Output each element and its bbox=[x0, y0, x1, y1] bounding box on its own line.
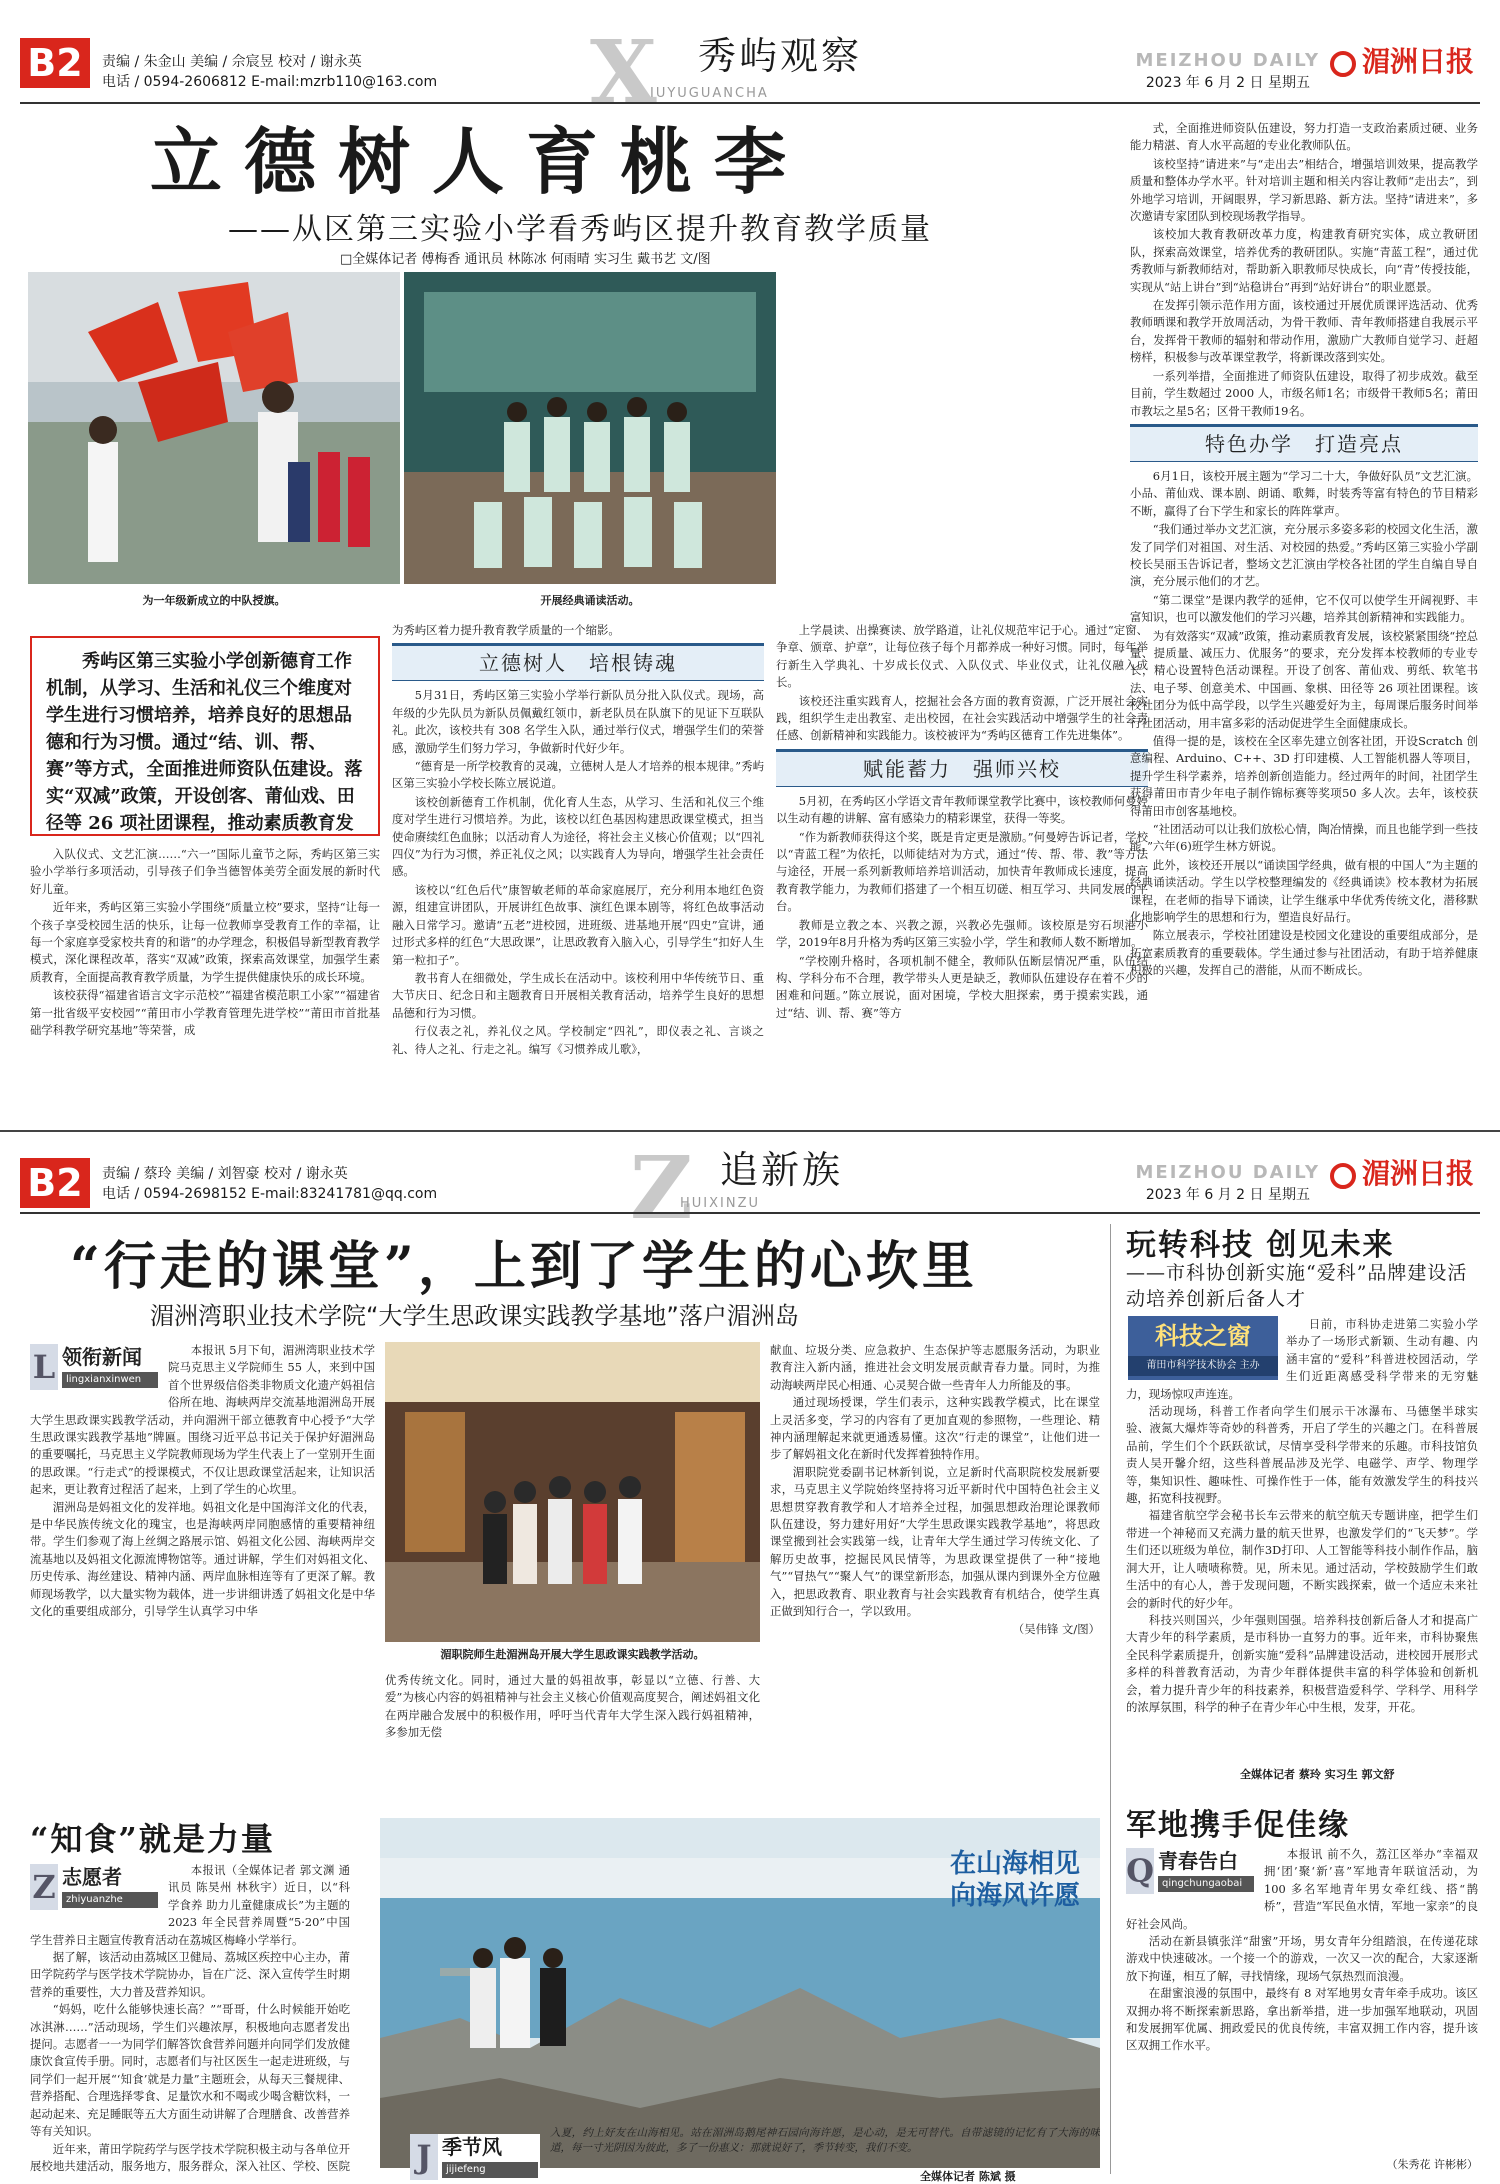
page-number: B2 bbox=[20, 38, 90, 88]
romance-credit: （朱秀花 许彬彬） bbox=[1386, 2158, 1478, 2171]
paragraph: 优秀传统文化。同时，通过大量的妈祖故事，彰显以“立德、行善、大爱”为核心内容的妈祖精神与社会主义核心价值观高度契合，阐述妈祖文化在两岸融合发展中的积极作用，呼吁当代青年大学生深入践行妈祖精神，多参加无偿 bbox=[385, 1673, 760, 1740]
tag-name: 志愿者 bbox=[62, 1865, 122, 1889]
romance-headline: 军地携手促佳缘 bbox=[1126, 1808, 1350, 1843]
logo-emblem-icon bbox=[1330, 1163, 1356, 1189]
tag-pinyin: jijiefeng bbox=[442, 2162, 538, 2178]
photo-classic-reading bbox=[404, 272, 776, 584]
paragraph: 湄职院党委副书记林新钊说，立足新时代高职院校发展新要求，马克思主义学院始终坚持将习近平新时代中国特色社会主义思想贯穿教育教学和人才培养全过程，加强思想政治理论课教师队伍建设，努力建好用好“大学生思政课实践教学基地”，将思政课堂搬到社会实践第一线，让青年大学生通过学习传统文化、了解历史故事，挖掘民风民情等，为思政课堂提供了一种“接地气”“冒热气”“聚人气”的课堂新形态，加强从课内到课外全方位融入，把思政教育、职业教育与社会实践教育有机结合，使学生真正做到知行合一，学以致用。 bbox=[770, 1464, 1100, 1619]
staff-line: 责编 / 蔡玲 美编 / 刘智豪 校对 / 谢永英 bbox=[102, 1166, 348, 1182]
paragraph: 为有效落实“双减”政策，推动素质教育发展，该校紧紧围绕“控总量、提质量、减压力、优服务”的要求，充分发挥本校教师的专业专长，精心设置特色活动课程。开设了创客、莆仙戏、剪纸、软笔书法、电子琴、创意美术、中国画、象棋、田径等 26 项社团课程。该校社团分为低中高学段，以学生兴趣爱好为主，每周课后服务时间举行社团活动，用丰富多彩的活动促进学生全面健康成长。 bbox=[1130, 628, 1478, 730]
lead-article-col1 bbox=[30, 1342, 375, 1810]
lead-headline: “行走的课堂”，上到了学生的心坎里 bbox=[70, 1236, 978, 1297]
masthead-english: MEIZHOU DAILY bbox=[1135, 50, 1320, 71]
exhibition-hall-illustration bbox=[385, 1342, 760, 1642]
issue-date: 2023 年 6 月 2 日 星期五 bbox=[1145, 75, 1310, 91]
logo-emblem-icon bbox=[1330, 51, 1356, 77]
photo-essay-caption bbox=[550, 2126, 1100, 2184]
section-title: 秀屿观察 bbox=[698, 34, 863, 78]
staff-line: 责编 / 朱金山 美编 / 佘宸昱 校对 / 谢永英 bbox=[102, 54, 362, 70]
column-divider bbox=[1110, 1224, 1111, 2174]
contact-line: 电话 / 0594-2606812 E-mail:mzrb110@163.com bbox=[102, 74, 438, 90]
tag-name: 青春告白 bbox=[1158, 1849, 1238, 1873]
article-column-1 bbox=[30, 846, 380, 1098]
column-tag-lead-news bbox=[30, 1344, 160, 1392]
staff-credits bbox=[102, 52, 437, 92]
paragraph: 近年来，秀屿区第三实验小学围绕“质量立校”要求，坚持“让每一个孩子享受校园生活的快乐，让每一位教师享受教育工作的幸福，让每一个家庭享受家校共育的和谐”的办学理念，积极倡导新型教育教学模式，深化课程改革，落实“双减”政策，探索高效课堂，加强学生素质教育，全面提高教育教学质量，为学生提供健康快乐的成长环境。 bbox=[30, 900, 380, 984]
section-pinyin: IUYUGUANCHA bbox=[650, 86, 769, 101]
paragraph: 据了解，该活动由荔城区卫健局、荔城区疾控中心主办，莆田学院药学与医学技术学院协办，旨在广泛、深入宣传学生时期营养的重要性，大力普及营养知识。 bbox=[30, 1950, 350, 1999]
paragraph: 该校获得“福建省语言文字示范校”“福建省模范职工小家”“福建省第一批省级平安校园”“莆田市小学教育管理先进学校”“莆田市首批基础学科教学研究基地”等荣誉，成 bbox=[30, 988, 380, 1038]
tech-subhead: ——市科协创新实施“爱科”品牌建设活动培养创新后备人才 bbox=[1126, 1262, 1468, 1310]
paragraph: 上学晨读、出操赛读、放学路道，让礼仪规范牢记于心。通过“定窗、争章、颁章、护章”，让每位孩子每个月都养成一种好习惯。同时，每年举行新生入学典礼、十岁成长仪式、入队仪式、毕业仪式，让礼仪融入成长。 bbox=[776, 623, 1148, 690]
paragraph: 行仪表之礼，养礼仪之风。学校制定“四礼”，即仪表之礼、言谈之礼、待人之礼、行走之礼。编写《习惯养成儿歌》， bbox=[392, 1024, 764, 1056]
paragraph: 活动现场，科普工作者向学生们展示干冰瀑布、马德堡半球实验、液氮大爆炸等奇妙的科普秀，开启了学生的兴趣之门。在科普展品前，学生们个个跃跃欲试，尽情享受科学带来的乐趣。市科技馆负责人吴开馨介绍，这些科普展品涉及光学、电磁学、声学、物理学等，集知识性、趣味性、可操作性于一体，能有效激发学生的科技兴趣，拓宽科技视野。 bbox=[1126, 1404, 1478, 1506]
main-subhead: ——从区第三实验小学看秀屿区提升教育教学质量 bbox=[228, 212, 932, 247]
paragraph: 该校创新德育工作机制，优化育人生态，从学习、生活和礼仪三个维度对学生进行习惯培养。为此，该校以红色基因构建思政课堂模式，担当使命赓续红色血脉；以活动育人为途径，将社会主义核心价值观；以“四礼四仪”为行为习惯，养正礼仪之风；以实践育人为导向，增强学生社会责任感。 bbox=[392, 794, 764, 879]
paragraph: “作为新教师获得这个奖，既是肯定更是激励。”何曼婷告诉记者，学校以“青蓝工程”为依托，以师徒结对为方式，通过“传、帮、带、教”等方法与途径，开展一系列新教师培养培训活动，加快青年教师成长速度，提高教育教学能力，为教师们搭建了一个相互切磋、相互学习、共同发展的平台。 bbox=[776, 829, 1148, 914]
column-lead: 为秀屿区着力提升教育教学质量的一个缩影。 bbox=[392, 623, 620, 637]
paragraph: 入队仪式、文艺汇演……“六一”国际儿童节之际，秀屿区第三实验小学举行多项活动，引导孩子们争当德智体美劳全面发展的新时代好儿童。 bbox=[30, 847, 380, 896]
paragraph: 在发挥引领示范作用方面，该校通过开展优质课评选活动、优秀教师晒课和教学开放周活动，为骨干教师、青年教师搭建自我展示平台，发挥骨干教师的辐射和带动作用，激励广大教师自觉学习、赶超榜样，积极参与改革课堂教学，将新课改落到实处。 bbox=[1130, 298, 1478, 365]
subsection-heading-b: 赋能蓄力 强师兴校 bbox=[776, 749, 1148, 787]
float-spacer bbox=[1126, 1316, 1286, 1384]
header-rule bbox=[20, 102, 1480, 104]
lead-subhead: 湄洲湾职业技术学院“大学生思政课实践教学基地”落户湄洲岛 bbox=[150, 1302, 799, 1330]
paragraph: 福建省航空学会秘书长车云带来的航空航天专题讲座，把学生们带进一个神秘而又充满力量的航天世界，也激发学们的“飞天梦”。学生们还以班级为单位，制作3D打印、人工智能等科技小制作作品，脑洞大开，让人啧啧称赞。见，所未见。通过活动，学校鼓励学生们敢生活中的有心人，善于发现问题，不断实践探索，做一个适应未来社会的新时代的好少年。 bbox=[1126, 1508, 1478, 1610]
stage-reading-illustration bbox=[404, 272, 776, 584]
tag-name: 领衔新闻 bbox=[62, 1345, 142, 1369]
paragraph: 本报讯 5月下旬，湄洲湾职业技术学院马克思主义学院师生 55 人，来到中国首个世界级信俗类非物质文化遗产妈祖信俗所在地、海峡两岸交流基地湄洲岛开展大学生思政课实践教学活动，并向湄洲干部立德教育中心授予“大学生思政课实践教学基地”牌匾。围绕习近平总书记关于保护好湄洲岛的重要嘱托，马克思主义学院教师现场为学生代表上了一堂别开生面的思政课。“行走式”的授课模式，不仅让思政课堂活起来，让知识活起来，更让教育过程活了起来，上到了学生的心坎里。 bbox=[30, 1343, 375, 1497]
paragraph: “德育是一所学校教育的灵魂，立德树人是人才培养的根本规律。”秀屿区第三实验小学校长陈立展说道。 bbox=[392, 759, 764, 791]
romance-article-body bbox=[1126, 1846, 1478, 2146]
article-column-2 bbox=[392, 622, 764, 1098]
photo-site-visit bbox=[385, 1342, 760, 1642]
masthead-english: MEIZHOU DAILY bbox=[1135, 1162, 1320, 1183]
issue-date: 2023 年 6 月 2 日 星期五 bbox=[1145, 1187, 1310, 1203]
paragraph: 一系列举措，全面推进了师资队伍建设，取得了初步成效。截至目前，学生数超过 2000 人，市级名师1名；市级骨干教师5名；莆田市教坛之星5名；区骨干教师19名。 bbox=[1130, 368, 1478, 418]
paragraph: “我们通过举办文艺汇演，充分展示多姿多彩的校园文化生活，激发了同学们对祖国、对生活、对校园的热爱。”秀屿区第三实验小学副校长吴丽玉告诉记者，整场文艺汇演由学校各社团的学生自编自导自演，充分展示他们的才艺。 bbox=[1130, 522, 1478, 589]
tag-letter: J bbox=[410, 2134, 438, 2180]
logo-sponsor: 莆田市科学技术协会 主办 bbox=[1128, 1356, 1278, 1376]
paragraph: 值得一提的是，该校在全区率先建立创客社团，开设Scratch 创意编程、Arduino、C++、3D 打印建模、人工智能机器人等项目，提升学生科学素养，培养创新创造能力。经过两年的时间，社团学生获得莆田市青少年电子制作锦标赛等奖项50 多人次。去年，该校获得莆田市创客基地校。 bbox=[1130, 734, 1478, 818]
tag-pinyin: qingchungaobai bbox=[1158, 1876, 1254, 1892]
paragraph: 该校还注重实践育人，挖掘社会各方面的教育资源，广泛开展社会实践，组织学生走出教室、走出校园，在社会实践活动中增强学生的社会责任感、创新精神和实践能力。该校被评为“秀屿区德育工作先进集体”。 bbox=[776, 693, 1148, 743]
paragraph: 陈立展表示，学校社团建设是校园文化建设的重要组成部分，是拓宽素质教育的重要载体。学生通过参与社团活动，有助于培养健康积极的兴趣，发挥自己的潜能，从而不断成长。 bbox=[1130, 928, 1478, 978]
lead-article-col2 bbox=[385, 1672, 760, 1810]
article2-headline: “知食”就是力量 bbox=[30, 1820, 275, 1858]
paragraph: 本报讯 前不久，荔江区举办“幸福双拥‘团’聚‘新’喜”军地青年联谊活动，为 100 多名军地青年男女牵红线、搭“鹊桥”，营造“军民鱼水情，军地一家亲”的良好社会风尚。 bbox=[1126, 1847, 1478, 1931]
newspaper-logo bbox=[1330, 42, 1480, 82]
tag-name: 季节风 bbox=[442, 2135, 502, 2159]
tech-credit: 全媒体记者 蔡玲 实习生 郭文舒 bbox=[1240, 1768, 1395, 1781]
column-tag-season-wind bbox=[410, 2134, 540, 2182]
subsection-heading-c: 特色办学 打造亮点 bbox=[1130, 424, 1478, 462]
photo-flag-ceremony bbox=[28, 272, 400, 584]
article2-body bbox=[30, 1862, 350, 2172]
flag-ceremony-illustration bbox=[28, 272, 400, 584]
paragraph: 通过现场授课，学生们表示，这种实践教学模式，比在课堂上灵活多变，学习的内容有了更加直观的参照物，一些理论、精神内涵理解起来就更通透易懂。这次“行走的课堂”，让他们进一步了解妈祖文化在新时代发挥着独特作用。 bbox=[770, 1395, 1100, 1462]
paragraph: 该校以“红色后代”康智敏老师的革命家庭展厅，充分利用本地红色资源，组建宣讲团队，开展讲红色故事、演红色课本剧等，将红色故事活动融入日常学习。邀请“五老”进校园，进班级、进基地开展“四史”宣讲，通过形式多样的红色“大思政课”，让思政教育入脑入心，引导学生“扣好人生第一粒扣子”。 bbox=[392, 882, 764, 967]
contact-line: 电话 / 0594-2698152 E-mail:83241781@qq.com bbox=[102, 1186, 438, 1202]
paragraph: 5月初，在秀屿区小学语文青年教师课堂教学比赛中，该校教师何曼婷以生动有趣的讲解、富有感染力的精彩课堂，获得一等奖。 bbox=[776, 793, 1148, 826]
article-credit: （吴伟锋 文/图） bbox=[1012, 1621, 1100, 1636]
paragraph: 该校加大教育教研改革力度，构建教育研究实体，成立教研团队，探索高效课堂，培养优秀的教研团队。实施“青蓝工程”，通过优秀教师与新教师结对，帮助新入职教师尽快成长，向“青”传授技能，实现从“站上讲台”到“站稳讲台”再到“站好讲台”的职业愿景。 bbox=[1130, 227, 1478, 294]
column-tag-volunteer bbox=[30, 1864, 160, 1912]
logo-text: 湄洲日报 bbox=[1362, 1157, 1475, 1190]
caption-text: 入夏，约上好友在山海相见。站在湄洲岛鹅尾神石园向海许愿，是心动，是无可替代。自带滤镜的记忆有了大海的味道，每一寸光阴因为彼此，多了一份惠义：那就说好了，季节转变，我们不变。 bbox=[550, 2127, 1100, 2154]
logo-text: 湄洲日报 bbox=[1362, 45, 1475, 78]
paragraph: 教书育人在细微处，学生成长在活动中。该校利用中华传统节日、重大节庆日、纪念日和主题教育日开展相关教育活动，培养学生良好的思想品德和行为习惯。 bbox=[392, 970, 764, 1020]
paragraph: “妈妈，吃什么能够快速长高？”“哥哥，什么时候能开始吃冰淇淋……”活动现场，学生们兴趣浓厚，积极地向志愿者发出提问。志愿者一一为同学们解答饮食营养问题并向同学们发放健康饮食宣传手册。同时，志愿者们与社区医生一起走进班级，与同学们一起开展“‘知食’就是力量”主题班会，从每天三餐规律、营养搭配、合理选择零食、足量饮水和不喝或少喝含糖饮料，一起动起来、充足睡眠等五大方面生动讲解了合理膳食、改善营养等有关知识。 bbox=[30, 2002, 350, 2139]
paragraph: “第二课堂”是课内教学的延伸，它不仅可以使学生开阔视野、丰富知识，也可以激发他们的学习兴趣，培养其创新精神和实践能力。 bbox=[1130, 592, 1478, 625]
lead-article-col3 bbox=[770, 1342, 1100, 1810]
tech-headline: 玩转科技 创见未来 bbox=[1126, 1228, 1395, 1263]
subsection-heading-a: 立德树人 培根铸魂 bbox=[392, 643, 764, 681]
tech-article-body bbox=[1126, 1316, 1478, 1768]
paragraph: 活动在新县镇张洋“甜蜜”开场，男女青年分组踏浪，在传递花球游戏中快速破冰。一个接一个的游戏，一次又一次的配合，大家逐渐放下拘谨，相互了解，寻找情缘，现场气氛热烈而浪漫。 bbox=[1126, 1934, 1478, 1983]
photo1-caption: 为一年级新成立的中队授旗。 bbox=[142, 594, 286, 607]
tag-letter: Q bbox=[1126, 1848, 1154, 1894]
section-title: 追新族 bbox=[720, 1148, 844, 1192]
paragraph: 式，全面推进师资队伍建设，努力打造一支政治素质过硬、业务能力精湛、育人水平高超的专业化教师队伍。 bbox=[1130, 121, 1478, 153]
header-rule bbox=[20, 1212, 1480, 1214]
newspaper-logo bbox=[1330, 1154, 1480, 1194]
tag-letter: L bbox=[30, 1344, 58, 1390]
paragraph: 6月1日，该校开展主题为“学习二十大，争做好队员”文艺汇演。小品、莆仙戏、课本剧、朗诵、歌舞，时装秀等富有特色的节目精彩不断，赢得了台下学生和家长的阵阵掌声。 bbox=[1130, 468, 1478, 518]
paragraph: 该校坚持“请进来”与“走出去”相结合，增强培训效果，提高教学质量和整体办学水平。针对培训主题和相关内容让教师“走出去”，到外地学习培训，开阔眼界，学习新思路、新方法。坚持“请进来”，多次邀请专家团队到校现场教学指导。 bbox=[1130, 156, 1478, 224]
tag-letter: Z bbox=[30, 1864, 58, 1910]
paragraph: 湄洲岛是妈祖文化的发祥地。妈祖文化是中国海洋文化的代表，是中华民族传统文化的瑰宝，也是海峡两岸同胞感情的重要精神纽带。学生们参观了海上丝绸之路展示馆、妈祖文化公园、海峡两岸交流基地以及妈祖文化源流博物馆等。通过讲解，学生们对妈祖文化、历史传承、海丝建设、精神内涵、两岸血脉相连等有了更深了解。教师现场教学，以大量实物为载体，进一步讲细讲透了妈祖文化是中华文化的重要组成部分，引导学生认真学习中华 bbox=[30, 1499, 375, 1619]
byline: □全媒体记者 傅梅香 通讯员 林陈冰 何雨晴 实习生 戴书艺 文/图 bbox=[340, 252, 711, 267]
paragraph: 教师是立教之本、兴教之源，兴教必先强师。该校原是穷石坝港小学，2019年8月升格为秀屿区第三实验小学，学生和教师人数不断增加。 bbox=[776, 917, 1148, 950]
photo-overlay-title: 在山海相见 向海风许愿 bbox=[949, 1849, 1080, 1911]
paragraph: 5月31日，秀屿区第三实验小学举行新队员分批入队仪式。现场，高年级的少先队员为新队员佩戴红领巾，新老队员在队旗下的见证下互联队礼。此次，该校共有 308 名学生入队，通过举行仪式，增强学生们的荣誉感，激励学生们努力学习，争做新时代好少年。 bbox=[392, 688, 764, 755]
section-initial: Z bbox=[630, 1138, 693, 1239]
page-header bbox=[20, 1132, 1480, 1239]
main-headline: 立德树人育桃李 bbox=[150, 119, 809, 204]
paragraph: 科技兴则国兴，少年强则国强。培养科技创新后备人才和提高广大青少年的科学素质，是市科协一直努力的事。近年来，市科协聚焦全民科学素质提升，创新实施“爱科”品牌建设活动，进校园开展形式多样的科普教育活动，为青少年群体提供丰富的科学体验和创新机会，着力提升青少年的科技素养，积极营造爱科学、学科学、用科学的浓厚氛围，科学的种子在青少年心中生根，发芽，开花。 bbox=[1126, 1612, 1478, 1714]
page-header bbox=[20, 0, 1480, 123]
paragraph: 此外，该校还开展以“诵读国学经典，做有根的中国人”为主题的经典诵读活动。学生以学校整理编发的《经典诵读》校本教材为拓展课程，在老师的指导下诵读，让学生继承中华优秀传统文化，潜移默化地影响学生的思想和行为，塑造良好品行。 bbox=[1130, 857, 1478, 925]
photo2-caption: 开展经典诵读活动。 bbox=[540, 594, 640, 607]
article-column-4 bbox=[1130, 120, 1478, 1098]
lead-photo-caption: 湄职院师生赴湄洲岛开展大学生思政课实践教学活动。 bbox=[440, 1648, 705, 1661]
paragraph: “社团活动可以让我们放松心情，陶冶情操，而且也能学到一些技能。”六年(6)班学生林方妍说。 bbox=[1130, 822, 1478, 854]
logo-title: 科技之窗 bbox=[1155, 1321, 1251, 1350]
paragraph: “学校刚升格时，各项机制不健全，教师队伍断层情况严重，队伍结构、学科分布不合理，教学带头人更是缺乏，教师队伍建设存在着不少的困难和问题。”陈立展说，面对困境，学校大胆探索，勇于摸索实践，通过“结、训、帮、赛”等方 bbox=[776, 953, 1148, 1020]
tag-pinyin: lingxianxinwen bbox=[62, 1372, 158, 1388]
section-initial: X bbox=[590, 22, 657, 123]
staff-credits bbox=[102, 1164, 437, 1204]
paragraph: 在甜蜜浪漫的氛围中，最终有 8 对军地男女青年牵手成功。该区双拥办将不断探索新思路，拿出新举措，进一步加强军地联动，巩固和发展拥军优属、拥政爱民的优良传统，丰富双拥工作内容，提升该区双拥工作水平。 bbox=[1126, 1986, 1478, 2053]
paragraph: 献血、垃圾分类、应急救护、生态保护等志愿服务活动，为职业教育注入新内涵，推进社会文明发展贡献青春力量。同时，为推动海峡两岸民心相通、心灵契合做一些青年人力所能及的事。 bbox=[770, 1343, 1100, 1392]
tag-pinyin: zhiyuanzhe bbox=[62, 1892, 158, 1908]
photo-seaside-wish bbox=[380, 1818, 1100, 2168]
column-tag-youth bbox=[1126, 1848, 1256, 1896]
paragraph: 本报讯（全媒体记者 郭文渊 通讯员 陈昊州 林秋宇）近日，以“科学食养 助力儿童健康成长”为主题的 2023 年全民营养周暨“5·20”中国学生营养日主题宣传教育活动在荔城区梅峰小学举行。 bbox=[30, 1863, 350, 1947]
page-number: B2 bbox=[20, 1158, 90, 1208]
photo-credit: 全媒体记者 陈斌 摄 bbox=[920, 2170, 1016, 2183]
paragraph: 日前，市科协走进第二实验小学举办了一场形式新颖、生动有趣、内涵丰富的“爱科”科普进校园活动，学生们近距离感受科学带来的无穷魅力，现场惊叹声连连。 bbox=[1126, 1317, 1478, 1401]
intro-box: 秀屿区第三实验小学创新德育工作机制，从学习、生活和礼仪三个维度对学生进行习惯培养，培养良好的思想品德和行为习惯。通过“结、训、帮、赛”等方式，全面推进师资队伍建设。落实“双减”政策，开设创客、莆仙戏、田径等 26 项社团课程，推动素质教育发 bbox=[30, 636, 380, 836]
article-column-3 bbox=[776, 622, 1148, 1098]
section-pinyin: HUIXINZU bbox=[680, 1196, 761, 1211]
page-fashion-tribe bbox=[0, 1130, 1500, 2184]
paragraph: 近年来，莆田学院药学与医学技术学院积极主动与各单位开展校地共建活动，服务地方，服务群众，深入社区、学校、医院 bbox=[30, 2141, 350, 2172]
